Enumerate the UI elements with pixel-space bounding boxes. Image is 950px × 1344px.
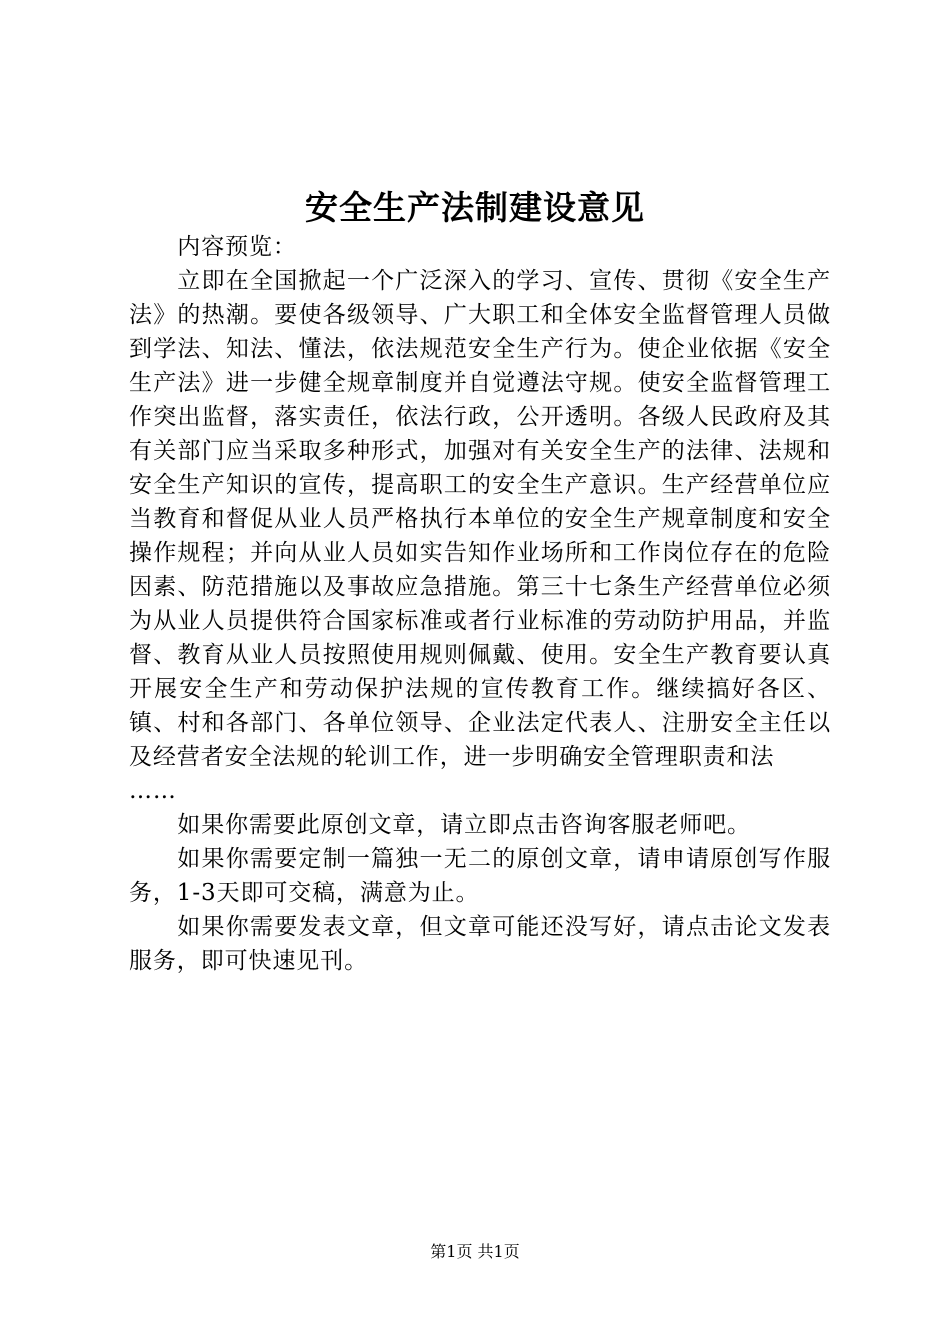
document-content	[129, 230, 831, 978]
page-footer: 第1页 共1页	[430, 1242, 520, 1261]
body-paragraph: 立即在全国掀起一个广泛深入的学习、宣传、贯彻《安全生产法》的热潮。要使各级领导、广大职工和全体安全监督管理人员做到学法、知法、懂法，依法规范安全生产行为。使企业依据《安全生产法》进一步健全规章制度并自觉遵法守规。使安全监督管理工作突出监督，落实责任，依法行政，公开透明。各级人民政府及其有关部门应当采取多种形式，加强对有关安全生产的法律、法规和安全生产知识的宣传，提高职工的安全生产意识。生产经营单位应当教育和督促从业人员严格执行本单位的安全生产规章制度和安全操作规程；并向从业人员如实告知作业场所和工作岗位存在的危险因素、防范措施以及事故应急措施。第三十七条生产经营单位必须为从业人员提供符合国家标准或者行业标准的劳动防护用品，并监督、教育从业人员按照使用规则佩戴、使用。安全生产教育要认真开展安全生产和劳动保护法规的宣传教育工作。继续搞好各区、镇、村和各部门、各单位领导、企业法定代表人、注册安全主任以及经营者安全法规的轮训工作，进一步明确安全管理职责和法	[129, 268, 831, 770]
ellipsis: ……	[129, 778, 177, 804]
preview-label: 内容预览：	[177, 234, 297, 260]
custom-writing-note: 如果你需要定制一篇独一无二的原创文章，请申请原创写作服务，1-3天即可交稿，满意为止。	[129, 846, 831, 906]
publish-note: 如果你需要发表文章，但文章可能还没写好，请点击论文发表服务，即可快速见刊。	[129, 914, 831, 974]
consult-note: 如果你需要此原创文章，请立即点击咨询客服老师吧。	[177, 812, 751, 838]
document-title: 安全生产法制建设意见	[305, 188, 645, 227]
